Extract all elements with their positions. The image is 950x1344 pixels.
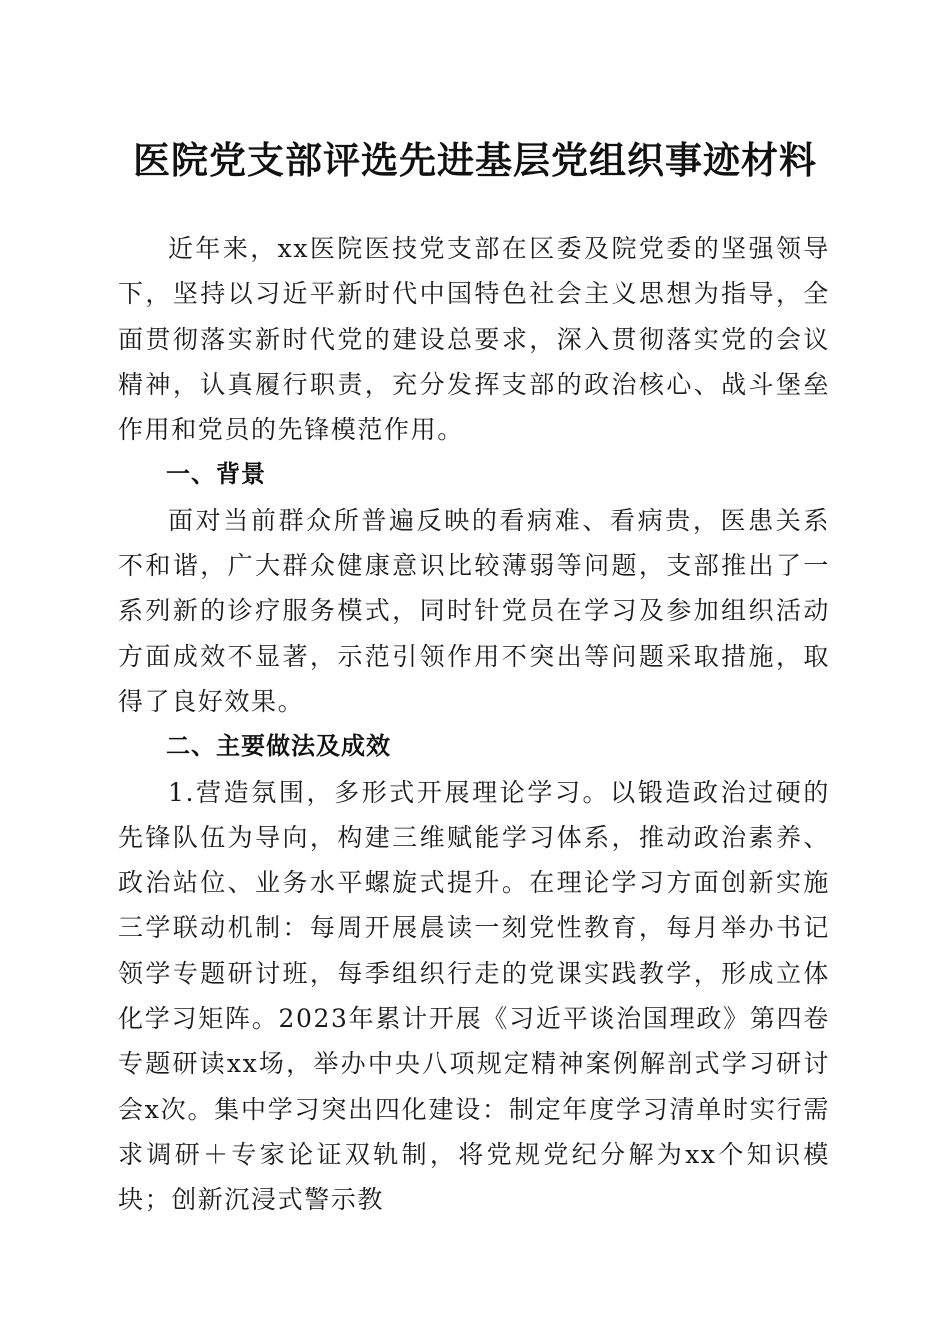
section-heading-background: 一、背景 <box>166 460 266 489</box>
intro-paragraph: 近年来，xx医院医技党支部在区委及院党委的坚强领导下，坚持以习近平新时代中国特色社会主义思想为指导，全面贯彻落实新时代党的建设总要求，深入贯彻落实党的会议精神，认真履行职责，充分发挥支部的政治核心、战斗堡垒作用和党员的先锋模范作用。 <box>118 234 830 445</box>
section-heading-practices: 二、主要做法及成效 <box>166 732 391 761</box>
background-paragraph: 面对当前群众所普遍反映的看病难、看病贵，医患关系不和谐，广大群众健康意识比较薄弱等问题，支部推出了一系列新的诊疗服务模式，同时针党员在学习及参加组织活动方面成效不显著，示范引领作用不突出等问题采取措施，取得了良好效果。 <box>118 505 830 716</box>
document-body <box>118 226 830 1223</box>
document-title: 医院党支部评选先进基层党组织事迹材料 <box>133 138 817 182</box>
practices-paragraph: 1.营造氛围，多形式开展理论学习。以锻造政治过硬的先锋队伍为导向，构建三维赋能学习体系，推动政治素养、政治站位、业务水平螺旋式提升。在理论学习方面创新实施三学联动机制：每周开展晨读一刻党性教育，每月举办书记领学专题研讨班，每季组织行走的党课实践教学，形成立体化学习矩阵。2023年累计开展《习近平谈治国理政》第四卷专题研读xx场，举办中央八项规定精神案例解剖式学习研讨会x次。集中学习突出四化建设：制定年度学习清单时实行需求调研＋专家论证双轨制，将党规党纪分解为xx个知识模块；创新沉浸式警示教 <box>118 777 830 1215</box>
